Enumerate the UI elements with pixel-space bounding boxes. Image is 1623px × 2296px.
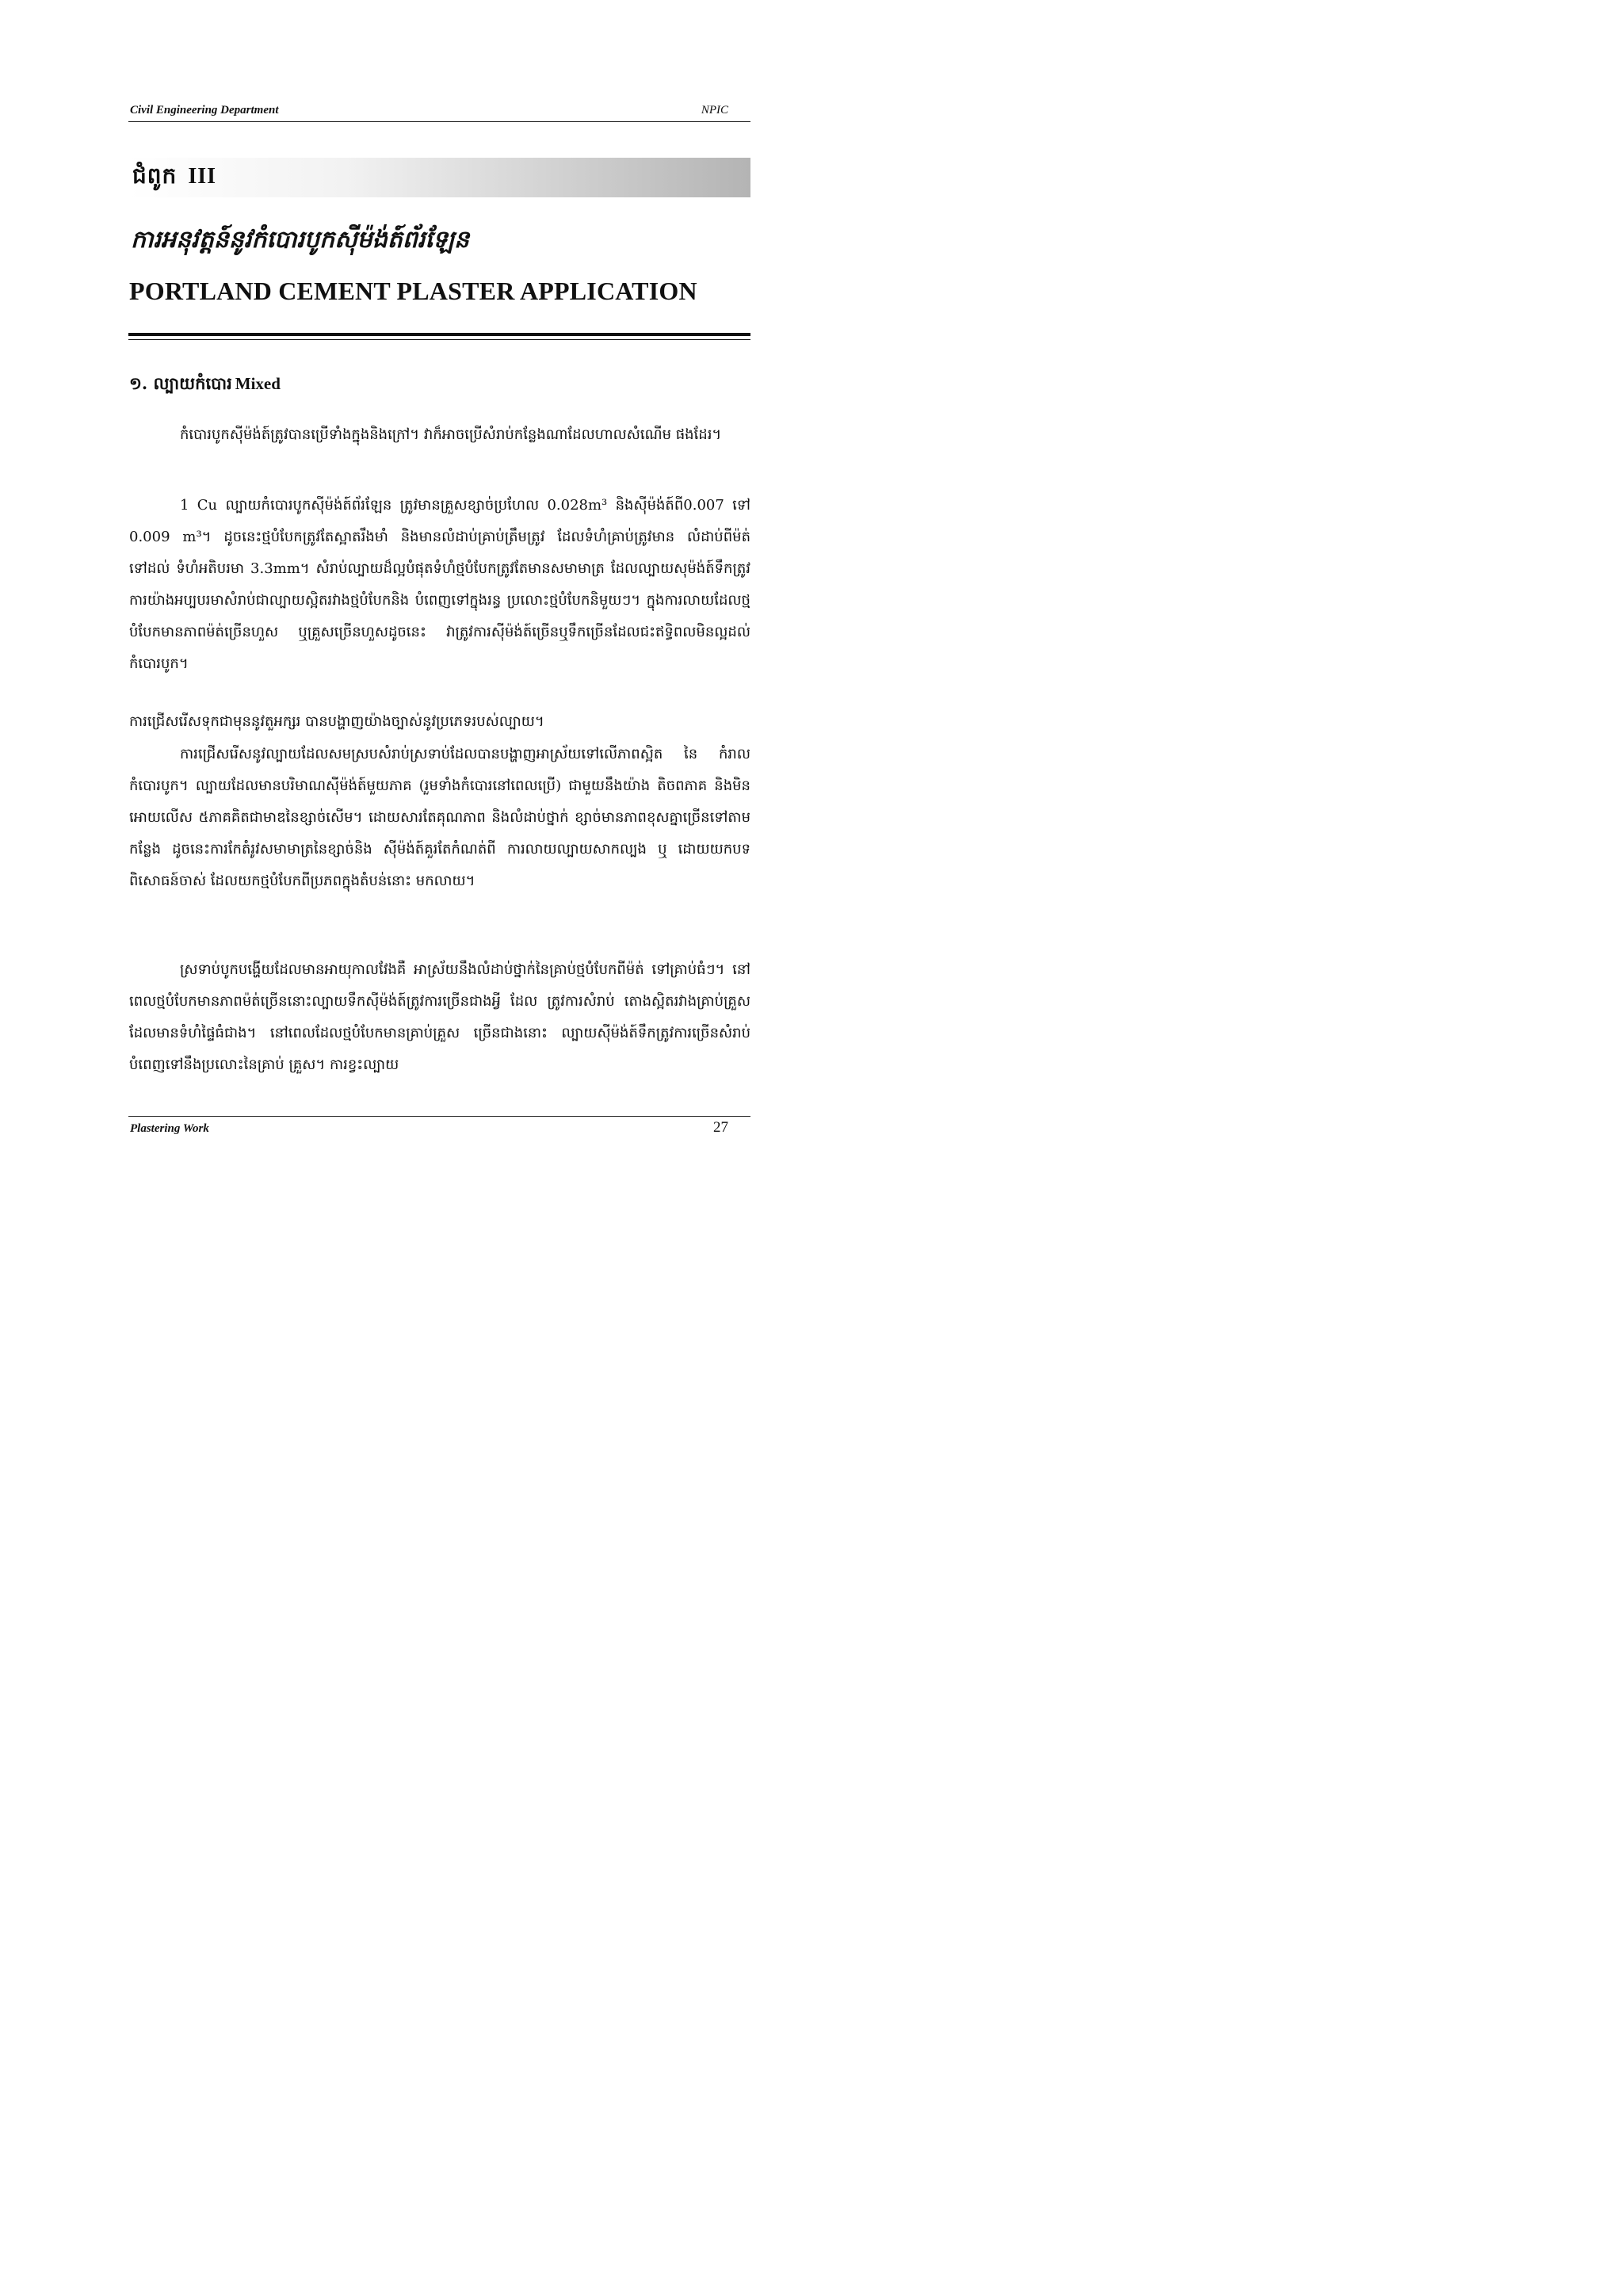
page-header (128, 101, 750, 120)
chapter-title-khmer: ការអនុវត្តន៍នូវកំបោរបូកស៊ីម៉ង់ត៍ព័រឡែន (131, 226, 470, 254)
title-rule-thin (128, 339, 750, 340)
header-rule (128, 121, 750, 122)
paragraph-5: ស្រទាប់បូកបង្ហើយដែលមានអាយុកាលវែងគឺ អាស្រ័យនឹងលំដាប់ថ្នាក់នៃគ្រាប់ថ្មបំបែកពីម៉ត់ ទៅគ្រាប់ធំៗ។ នៅពេលថ្មបំបែកមានភាពម៉ត់ច្រើននោះល្បាយទឹកស៊ីម៉ង់ត៍ត្រូវការច្រើនជាងអ្វី ដែល ត្រូវការសំរាប់ តោងស្អិតរវាងគ្រាប់គ្រួសដែលមានទំហំផ្ទៃធំជាង។ នៅពេលដែលថ្មបំបែកមានគ្រាប់គ្រួស ច្រើនជាងនោះ ល្បាយស៊ីម៉ង់ត៍ទឹកត្រូវការច្រើនសំរាប់បំពេញទៅនឹងប្រលោះនៃគ្រាប់ គ្រួស។ ការខ្វះល្បាយ (129, 961, 750, 1073)
header-institution: NPIC (701, 104, 728, 117)
chapter-label (132, 162, 216, 194)
header-department: Civil Engineering Department (130, 104, 279, 117)
section-title-english: Mixed (235, 374, 281, 393)
footer-rule (128, 1116, 750, 1117)
paragraph-2: 1 Cu ល្បាយកំបោរបូកស៊ីម៉ង់ត៍ព័រឡែន ត្រូវមានគ្រួសខ្សាច់ប្រហែល 0.028m³ និងស៊ីម៉ង់ត៍ពី0.007 ទៅ 0.009 m³។ ដូចនេះថ្មបំបែកត្រូវតែស្អាតរឹងមាំ និងមានលំដាប់គ្រាប់ត្រឹមត្រូវ ដែលទំហំគ្រាប់ត្រូវមាន លំដាប់ពីម៉ត់ទៅដល់ ទំហំអតិបរមា 3.3mm។ សំរាប់ល្បាយដ៏ល្អបំផុតទំហំថ្មបំបែកត្រូវតែមានសមាមាត្រ ដែលល្បាយសុម៉ង់ត៍ទឹកត្រូវការយ៉ាងអប្បបរមាសំរាប់ជាល្បាយស្អិតរវាងថ្មបំបែកនិង បំពេញទៅក្នុងរន្ធ ប្រលោះថ្មបំបែកនិមួយៗ។ ក្នុងការលាយដែលថ្មបំបែកមានភាពម៉ត់ច្រើនហួស ឬគ្រួសច្រើនហួសដូចនេះ វាត្រូវការស៊ីម៉ង់ត៍ច្រើនឬទឹកច្រើនដែលជះឥទ្ធិពលមិនល្អដល់កំបោរបូក។ (129, 497, 750, 672)
page-number: 27 (713, 1119, 728, 1136)
chapter-number: III (188, 164, 217, 189)
footer-title: Plastering Work (130, 1122, 209, 1135)
section-title: ១. ល្បាយកំបោរ (129, 373, 232, 393)
paragraph-1: កំបោរបូកស៊ីម៉ង់ត៍ត្រូវបានប្រើទាំងក្នុងនិងក្រៅ។ វាក៏អាចប្រើសំរាប់កន្លែងណាដែលហាលសំណើម ផងដែរ។ (180, 426, 722, 443)
chapter-banner (128, 158, 750, 197)
title-rule-thick (128, 333, 750, 336)
chapter-word: ជំពូក (132, 162, 178, 189)
paragraph-3: ការជ្រើសរើសទុកជាមុននូវតួអក្សរ បានបង្ហាញយ៉ាងច្បាស់នូវប្រភេទរបស់ល្បាយ។ (129, 713, 544, 730)
section-heading (129, 373, 281, 398)
page-footer (128, 1116, 750, 1148)
paragraph-4: ការជ្រើសរើសនូវល្បាយដែលសមស្របសំរាប់ស្រទាប់ដែលបានបង្ហាញអាស្រ័យទៅលើភាពស្អិត នៃ កំរាលកំបោរបូក។ ល្បាយដែលមានបរិមាណស៊ីម៉ង់ត៍មួយភាគ (រួមទាំងកំបោរនៅពេលប្រើ) ជាមួយនឹងយ៉ាង តិចពភាគ និងមិនអោយលើស ៥ភាគគិតជាមាឌនៃខ្សាច់សើម។ ដោយសារតែគុណភាព និងលំដាប់ថ្នាក់ ខ្សាច់មានភាពខុសគ្នាច្រើនទៅតាមកន្លែង ដូចនេះការកែតំរូវសមាមាត្រនៃខ្សាច់និង ស៊ីម៉ង់ត៍គួរតែកំណត់ពី ការលាយល្បាយសាកល្បង ឬ ដោយយកបទពិសោធន៍ចាស់ ដែលយកថ្មបំបែកពីប្រភពក្នុងតំបន់នោះ មកលាយ។ (129, 746, 750, 889)
chapter-title-english: PORTLAND CEMENT PLASTER APPLICATION (129, 277, 697, 305)
